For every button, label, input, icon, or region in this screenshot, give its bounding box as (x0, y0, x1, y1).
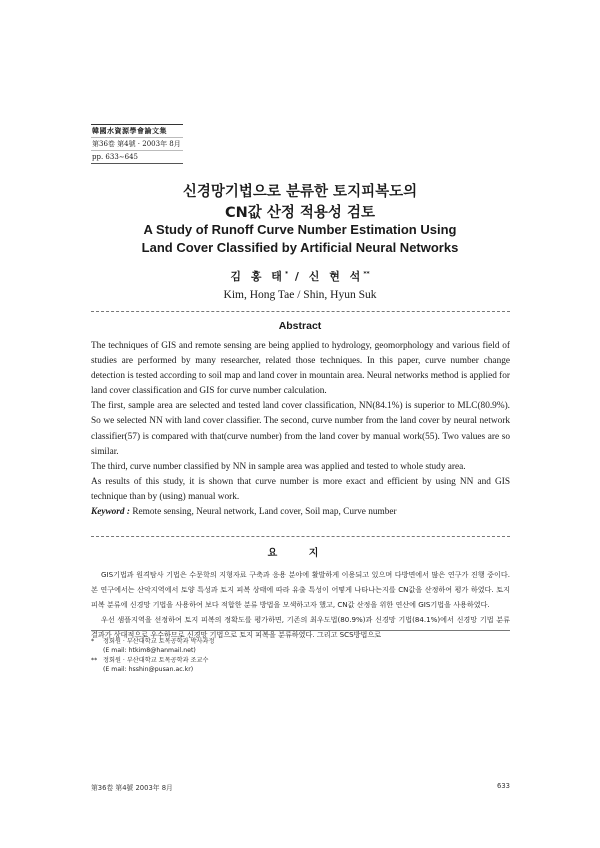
abstract-paragraph-3: The third, curve number classified by NN in sample area was applied and tested to whole study area. (91, 461, 466, 472)
abstract-heading: Abstract (278, 320, 322, 332)
keyword-label: Keyword : (91, 507, 130, 518)
korean-summary-paragraph-2: 우선 샘플지역을 선정하여 토지 피복의 정확도를 평가하면, 기존의 최우도법(80.9%)과 신경망 기법(84.1%)에서 신경망 기법 분류 결과가 상대적으로 우수하므로 신경망 기법으로 토지 피복을 분류하였다. 그리고 SCS방법으로 (91, 615, 510, 639)
page-number: 633 (497, 782, 510, 790)
footnote-2-affiliation: 정회원 · 부산대학교 토목공학과 조교수 (103, 656, 209, 664)
korean-summary-heading: 요 지 (267, 548, 333, 559)
english-title-line-2: Land Cover Classified by Artificial Neural Networks (141, 240, 459, 255)
journal-name: 韓國水資源學會論文集 (91, 125, 183, 138)
english-authors: Kim, Hong Tae / Shin, Hyun Suk (223, 289, 377, 301)
page-footer (91, 782, 510, 792)
abstract-paragraph-1: The techniques of GIS and remote sensing are being applied to hydrology, geomorphology and various field of studies are performed by many researcher, related those techniques. In this paper, curve number change detection is tested according to soil map and land cover in mountain area. Neural networks method is applied for land cover classification and GIS for curve number calculation. (91, 341, 511, 397)
abstract-body (91, 339, 510, 520)
author-1-korean: 김 홍 태 (230, 270, 285, 283)
journal-info-box (91, 124, 183, 164)
journal-volume: 第36卷 第4號 · 2003年 8月 (91, 138, 183, 151)
top-divider (91, 311, 510, 312)
footnote-2-mark: ** (91, 656, 98, 664)
footer-journal-issue: 第36卷 第4號 2003年 8月 (91, 784, 173, 792)
footnotes (91, 637, 391, 675)
korean-title-line-1: 신경망기법으로 분류한 토지피복도의 (182, 184, 418, 200)
footnote-1-mark: * (91, 638, 95, 645)
journal-pages: pp. 633∼645 (92, 153, 138, 161)
footnote-1-email: (E mail: htkim8@hanmail.net) (103, 647, 196, 655)
author-1-mark: * (284, 270, 289, 278)
author-2-mark: ** (363, 270, 370, 278)
english-title-line-1: A Study of Runoff Curve Number Estimation Using (143, 222, 457, 237)
korean-authors (0, 268, 600, 284)
author-2-korean: 신 현 석 (308, 270, 364, 283)
abstract-paragraph-2: The first, sample area are selected and tested land cover classification, NN(84.1%) is superior to MLC(80.9%). So we selected NN with land cover classifier. The second, curve number from the land cover by neural network classifier(57) is compared with that(curve number) from the land cover by manual work(55). Two values are so similar. (91, 401, 510, 457)
footnote-rule (91, 630, 510, 631)
footnote-1-affiliation: 정회원 · 부산대학교 토목공학과 박사과정 (103, 638, 215, 645)
footnote-2-email: (E mail: hsshin@pusan.ac.kr) (103, 666, 194, 674)
abstract-bottom-divider (91, 536, 510, 537)
keyword-list: Remote sensing, Neural network, Land cover, Soil map, Curve number (130, 507, 397, 518)
footnote-1 (91, 637, 391, 646)
author-separator: / (288, 270, 309, 283)
abstract-paragraph-4: As results of this study, it is shown that curve number is more exact and efficient by using NN and GIS technique than by (using) manual work. (91, 476, 510, 502)
korean-summary-paragraph-1: GIS기법과 원격탐사 기법은 수문학의 지형자료 구축과 응용 분야에 활발하게 이용되고 있으며 다방면에서 많은 연구가 진행 중이다. 본 연구에서는 산악지역에서 토양 특성과 토지 피복 상태에 따라 유출 특성이 어떻게 나타나는지를 CN값을 산정하여 평가 하였다. 토지 피복 분류에 신경망 기법을 사용하여 보다 적합한 분류 방법을 모색하고자 했고, CN값 산정을 위한 연산에 GIS기법을 사용하였다. (91, 570, 510, 609)
keyword-line (91, 505, 510, 520)
footnote-2 (91, 656, 391, 665)
korean-title-line-2: CN값 산정 적용성 검토 (225, 205, 375, 221)
